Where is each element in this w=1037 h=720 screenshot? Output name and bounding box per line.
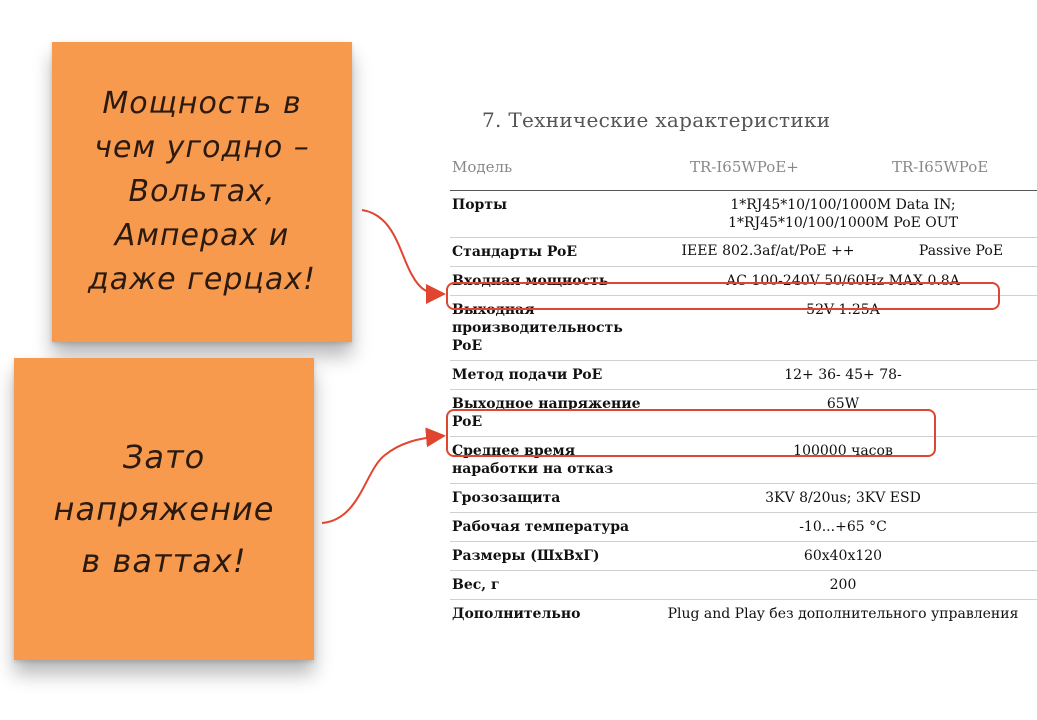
note-text-line: Зато [122,438,206,476]
label-line: наработки на отказ [452,461,614,477]
row-value: 12+ 36- 45+ 78- [651,361,1037,390]
note-text-line: напряжение [53,490,275,528]
row-value: 100000 часов [651,437,1037,484]
note-text-line: Мощность в [102,86,302,121]
note-text-line: Амперах и [114,218,290,253]
note-text-line: даже герцах! [88,262,316,297]
value-line: 1*RJ45*10/100/1000M Data IN; [730,197,956,213]
row-value: IEEE 802.3af/at/PoE ++ [651,238,887,267]
model-a-label: TR-I65WPoE+ [690,158,799,176]
label-line: Выходное напряжение [452,396,641,412]
row-label: Вес, г [450,571,651,600]
row-label: Грозозащита [450,484,651,513]
row-value: 3KV 8/20us; 3KV ESD [651,484,1037,513]
model-b-label: TR-I65WPoE [892,158,989,176]
label-line: производительность [452,320,623,336]
row-label: Дополнительно [450,600,651,629]
model-label: Модель [452,158,513,176]
arrow-to-output-voltage [322,436,442,523]
label-line: PoE [452,414,483,430]
row-label: Метод подачи PoE [450,361,651,390]
label-line: Выходная [452,302,535,318]
label-line: PoE [452,338,483,354]
row-value: 200 [651,571,1037,600]
value-line: 1*RJ45*10/100/1000M PoE OUT [728,215,958,231]
label-line: Среднее время [452,443,576,459]
row-value: 60x40x120 [651,542,1037,571]
row-value: Passive PoE [887,238,1037,267]
row-label: Рабочая температура [450,513,651,542]
note-text-line: чем угодно – [94,130,310,165]
row-value: 65W [651,390,1037,437]
row-value: Plug and Play без дополнительного управления [651,600,1037,629]
row-label: Порты [450,191,651,238]
row-label: Стандарты PoE [450,238,651,267]
row-value: -10...+65 °C [651,513,1037,542]
row-value: 52V 1.25A [651,296,1037,361]
row-label: Размеры (ШхВхГ) [450,542,651,571]
arrow-to-input-power [362,210,442,294]
note-text-line: Вольтах, [128,174,276,209]
note-text-line: в ваттах! [81,542,247,580]
row-value: AC 100-240V 50/60Hz MAX 0.8A [651,267,1037,296]
section-title: 7. Технические характеристики [482,108,831,132]
row-label: Входная мощность [450,267,651,296]
